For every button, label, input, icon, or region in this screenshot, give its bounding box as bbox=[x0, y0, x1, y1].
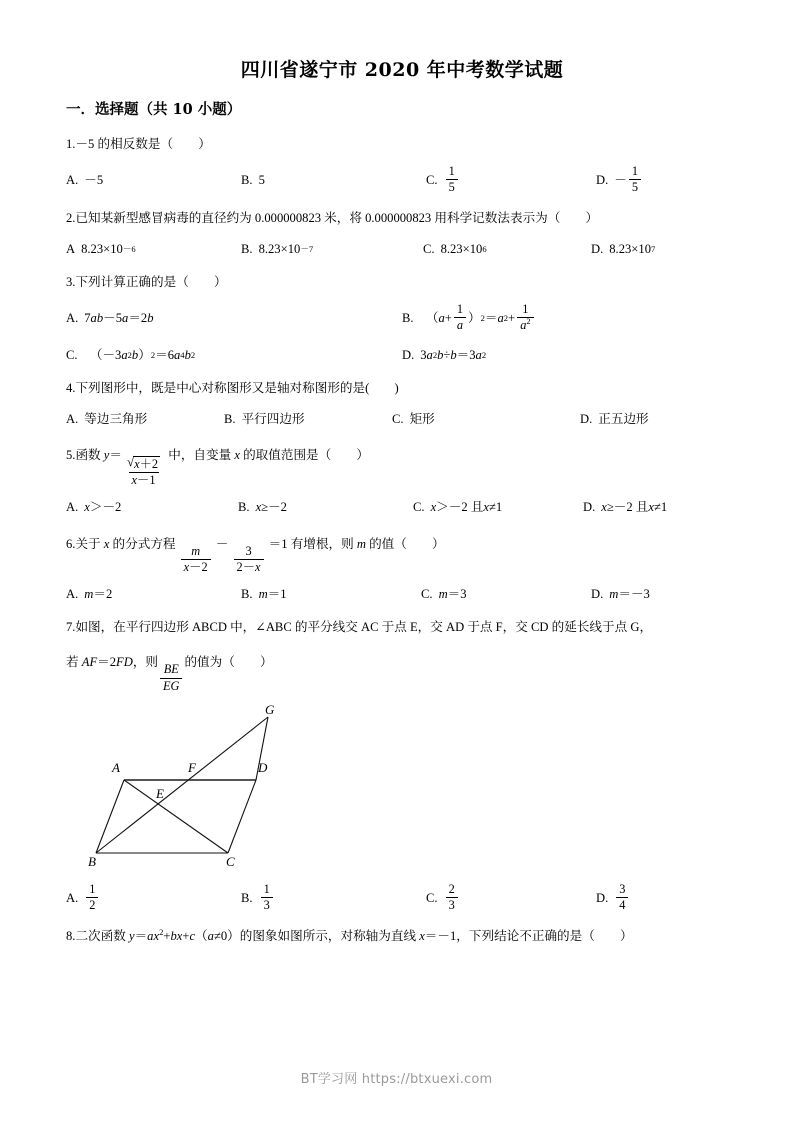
option-label: C. bbox=[426, 172, 438, 187]
option-label: B. bbox=[241, 241, 253, 256]
option-value: m ＝1 bbox=[258, 587, 287, 602]
option-value: －5 bbox=[84, 172, 104, 187]
question-4-text: 下列图形中，既是中心对称图形又是轴对称图形的是( ) bbox=[75, 380, 399, 395]
option-label: A. bbox=[66, 890, 79, 905]
option-label: D. bbox=[580, 411, 593, 426]
option-label: C. bbox=[66, 347, 78, 362]
question-2-options bbox=[66, 239, 738, 259]
question-5-options bbox=[66, 497, 738, 517]
question-4 bbox=[66, 377, 738, 429]
option-value: 8.23×10 7 bbox=[609, 241, 656, 256]
question-7 bbox=[66, 616, 738, 912]
option-label: C. bbox=[392, 411, 404, 426]
question-4-option-a[interactable] bbox=[66, 409, 224, 429]
option-value: m ＝3 bbox=[438, 587, 467, 602]
question-4-option-b[interactable] bbox=[224, 409, 392, 429]
question-7-figure-wrap bbox=[66, 703, 738, 873]
question-6 bbox=[66, 530, 738, 605]
option-label: C. bbox=[426, 890, 438, 905]
parallelogram-abcd-figure bbox=[76, 703, 356, 868]
option-value: 7 ab －5 a ＝2 b bbox=[84, 310, 154, 325]
question-1-option-b[interactable] bbox=[241, 165, 426, 195]
option-label: C. bbox=[413, 500, 425, 515]
question-7-stem-line-1 bbox=[66, 616, 738, 638]
question-6-option-a[interactable] bbox=[66, 584, 241, 604]
question-8 bbox=[66, 925, 738, 947]
question-7-options bbox=[66, 883, 738, 913]
question-5-stem: 5.函数 y＝ √ x＋2 x－1 中，自变量 x 的取值范围是（ ） bbox=[66, 447, 370, 488]
option-value: x ＞－2 bbox=[84, 500, 122, 515]
option-label: B. bbox=[402, 310, 414, 325]
option-label: A. bbox=[66, 411, 79, 426]
option-value: 3 a 2 b ÷ b ＝3 a 2 bbox=[420, 347, 487, 362]
question-6-option-d[interactable] bbox=[591, 584, 654, 604]
option-label: B. bbox=[241, 890, 253, 905]
question-5-option-b[interactable] bbox=[238, 497, 413, 517]
question-2-option-a[interactable] bbox=[66, 239, 241, 259]
option-label: D. bbox=[596, 172, 609, 187]
question-5-option-c[interactable] bbox=[413, 497, 583, 517]
figure-label-B: B bbox=[88, 853, 96, 868]
option-value: $\frac{1}{2}$ bbox=[84, 883, 100, 913]
question-4-number: 4. bbox=[66, 380, 76, 395]
question-1-number: 1. bbox=[66, 137, 76, 151]
option-value: $\frac{2}{3}$ bbox=[444, 883, 460, 913]
option-value: 8.23×10 6 bbox=[440, 241, 487, 256]
question-7-stem-line-2: 若 AF＝2FD，则 $\frac{BE}{EG}$ 的值为（ ） bbox=[66, 655, 273, 693]
option-label: D. bbox=[591, 241, 604, 256]
option-value: 正五边形 bbox=[598, 411, 649, 426]
question-1-option-a[interactable] bbox=[66, 165, 241, 195]
option-value: m ＝2 bbox=[84, 587, 113, 602]
option-label: D. bbox=[591, 587, 604, 602]
option-value: x ≥－2 且 x ≠1 bbox=[601, 500, 668, 515]
question-4-option-c[interactable] bbox=[392, 409, 580, 429]
question-3-text: 下列计算正确的是（ ） bbox=[75, 274, 227, 289]
option-label: A. bbox=[66, 172, 79, 187]
option-label: B. bbox=[241, 587, 253, 602]
option-label: B. bbox=[224, 411, 236, 426]
question-3-options-row-2 bbox=[66, 345, 738, 365]
option-label: D. bbox=[596, 890, 609, 905]
question-3-stem bbox=[66, 271, 738, 293]
question-2-option-c[interactable] bbox=[423, 239, 591, 259]
question-2-number: 2. bbox=[66, 210, 76, 225]
option-label: D. bbox=[402, 347, 415, 362]
option-label: D. bbox=[583, 500, 596, 515]
question-6-stem: 6.关于 x 的分式方程 $\frac{m}{x-2}$ － $\frac{3}{2-x}$ ＝1 有增根，则 m 的值（ ） bbox=[66, 536, 445, 574]
question-1-option-d[interactable] bbox=[596, 165, 647, 195]
option-value: 等边三角形 bbox=[84, 411, 148, 426]
question-3-option-a[interactable] bbox=[66, 303, 402, 333]
question-1-options bbox=[66, 165, 738, 195]
option-label: B. bbox=[241, 172, 253, 187]
question-4-option-d[interactable] bbox=[580, 409, 653, 429]
question-3-number: 3. bbox=[66, 274, 76, 289]
question-5-option-a[interactable] bbox=[66, 497, 238, 517]
question-2-stem bbox=[66, 207, 738, 229]
option-value: m ＝－3 bbox=[609, 587, 650, 602]
question-5 bbox=[66, 441, 738, 518]
question-7-option-d[interactable] bbox=[596, 883, 634, 913]
option-label: C. bbox=[421, 587, 433, 602]
question-6-option-c[interactable] bbox=[421, 584, 591, 604]
option-value: x ≥－2 bbox=[255, 500, 287, 515]
figure-label-A: A bbox=[112, 759, 120, 775]
question-7-option-c[interactable] bbox=[426, 883, 596, 913]
option-label: C. bbox=[423, 241, 435, 256]
option-value: （ a + $\frac{1}{a}$ ） 2 ＝ a 2 + $\frac{1}{a^2}$ bbox=[420, 303, 536, 333]
diagonal-AC bbox=[124, 780, 228, 853]
question-4-options bbox=[66, 409, 738, 429]
question-8-stem: 8.二次函数 $y=ax^2+bx+c(a\ne 0)$的图象如图所示，对称轴为直线 x＝－1，下列结论不正确的是（ ） bbox=[66, 926, 633, 943]
question-3-option-b[interactable] bbox=[402, 303, 738, 333]
segment-DC bbox=[228, 780, 256, 853]
question-2-option-d[interactable] bbox=[591, 239, 659, 259]
question-4-stem bbox=[66, 377, 738, 399]
option-value: 8.23×10 －7 bbox=[258, 241, 314, 256]
figure-label-G: G bbox=[265, 702, 275, 717]
option-label: A. bbox=[66, 310, 79, 325]
question-1 bbox=[66, 133, 738, 195]
question-2-option-b[interactable] bbox=[241, 239, 423, 259]
option-value: 平行四边形 bbox=[241, 411, 305, 426]
page-content bbox=[66, 55, 738, 957]
section-heading: 一．选择题（共 10 小题） bbox=[66, 101, 242, 118]
question-6-options bbox=[66, 584, 738, 604]
figure-label-E: E bbox=[156, 785, 164, 801]
option-value: （－3 a 2 b ） 2 ＝6 a 4 b 2 bbox=[83, 347, 196, 362]
question-3-option-d[interactable] bbox=[402, 345, 738, 365]
option-label: B. bbox=[238, 500, 250, 515]
question-6-number: 6. bbox=[66, 536, 76, 551]
figure-label-D: D bbox=[258, 759, 268, 775]
question-2-text: 已知某新型感冒病毒的直径约为 0.000000823 米，将 0.000000823 用科学记数法表示为（ ） bbox=[75, 210, 599, 225]
question-1-text: －5 的相反数是（ ） bbox=[75, 137, 211, 151]
figure-label-C: C bbox=[226, 853, 235, 868]
option-value: $\frac{3}{4}$ bbox=[614, 883, 630, 913]
option-value: $\frac{1}{3}$ bbox=[259, 883, 275, 913]
question-1-stem bbox=[66, 133, 738, 155]
question-3-options-row-1 bbox=[66, 303, 738, 333]
question-1-option-c[interactable] bbox=[426, 165, 596, 195]
question-2 bbox=[66, 207, 738, 259]
option-value: 5 bbox=[258, 172, 265, 187]
option-label: A. bbox=[66, 500, 79, 515]
question-7-option-a[interactable] bbox=[66, 883, 241, 913]
option-label: A. bbox=[66, 587, 79, 602]
question-3-option-c[interactable] bbox=[66, 345, 402, 365]
option-value: － $\frac{1}{5}$ bbox=[614, 165, 643, 195]
option-value: 矩形 bbox=[409, 411, 435, 426]
question-8-number: 8. bbox=[66, 928, 76, 943]
question-3 bbox=[66, 271, 738, 365]
option-value: 8.23×10 －6 bbox=[81, 241, 136, 256]
footer-watermark: BT学习网 https://btxuexi.com bbox=[300, 1072, 493, 1087]
question-7-number: 7. bbox=[66, 620, 76, 635]
figure-label-F: F bbox=[188, 759, 196, 775]
question-5-number: 5. bbox=[66, 447, 76, 462]
option-label: A bbox=[66, 241, 76, 256]
option-value: $\frac{1}{5}$ bbox=[444, 165, 460, 195]
question-7-text-1: 如图，在平行四边形 ABCD 中，∠ABC 的平分线交 AC 于点 E，交 AD 于点 F，交 CD 的延长线于点 G， bbox=[75, 620, 653, 635]
option-value: x ＞－2 且 x ≠1 bbox=[430, 500, 503, 515]
question-7-option-b[interactable] bbox=[241, 883, 426, 913]
question-5-option-d[interactable] bbox=[583, 497, 671, 517]
page-title: 四川省遂宁市 2020 年中考数学试题 bbox=[240, 59, 564, 81]
question-6-option-b[interactable] bbox=[241, 584, 421, 604]
